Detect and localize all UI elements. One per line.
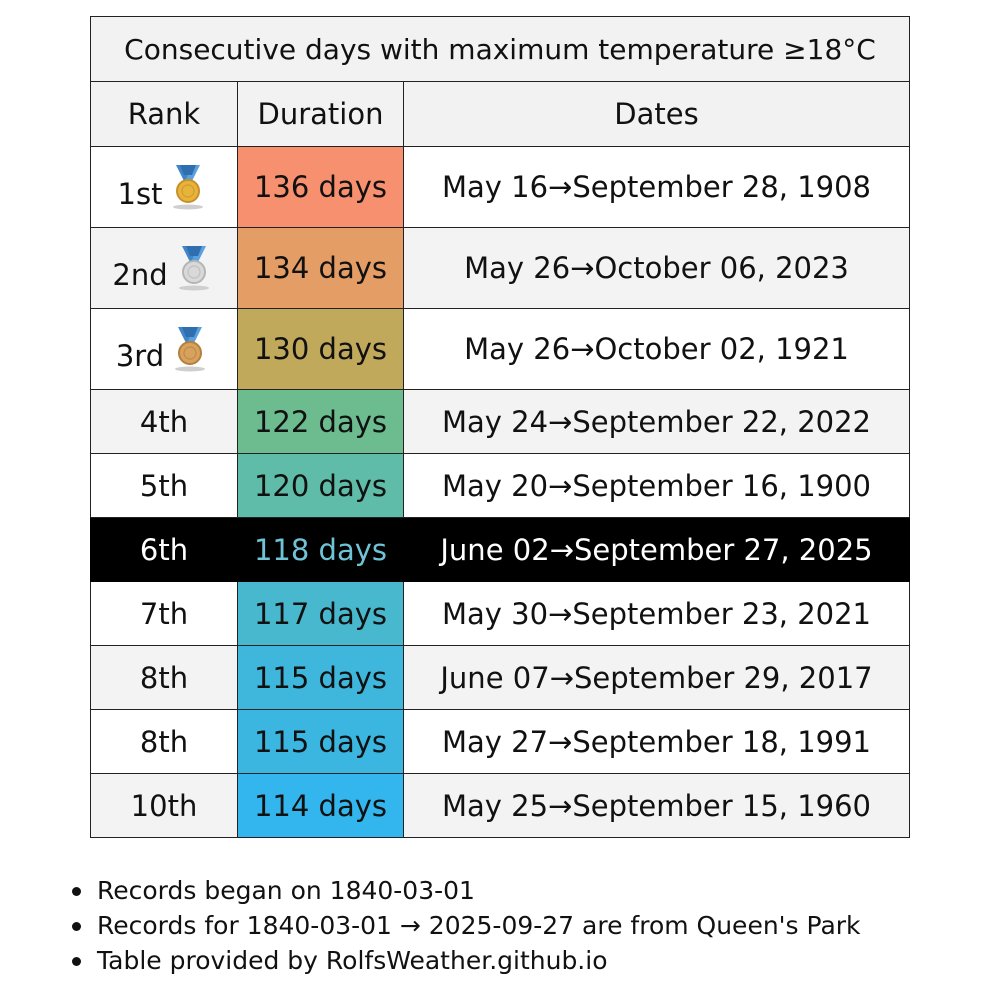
duration-cell: 115 days <box>238 646 404 710</box>
rank-cell <box>91 147 238 228</box>
duration-cell: 130 days <box>238 309 404 390</box>
duration-cell: 115 days <box>238 710 404 774</box>
rank-label: 2nd <box>112 258 168 292</box>
dates-cell: May 26→October 06, 2023 <box>404 228 910 309</box>
duration-cell: 136 days <box>238 147 404 228</box>
dates-cell: June 02→September 27, 2025 <box>404 518 910 582</box>
table-row <box>91 582 910 646</box>
column-header-dates: Dates <box>404 82 910 147</box>
dates-cell: May 24→September 22, 2022 <box>404 390 910 454</box>
table-row <box>91 710 910 774</box>
duration-cell: 118 days <box>238 518 404 582</box>
bronze-medal-icon <box>168 325 212 373</box>
table-row <box>91 454 910 518</box>
silver-medal-icon <box>172 244 216 292</box>
dates-cell: May 20→September 16, 1900 <box>404 454 910 518</box>
notes-list <box>72 873 861 978</box>
rank-cell <box>91 228 238 309</box>
table-body <box>91 147 910 838</box>
dates-cell: May 16→September 28, 1908 <box>404 147 910 228</box>
dates-cell: May 26→October 02, 1921 <box>404 309 910 390</box>
table-row <box>91 390 910 454</box>
table-row <box>91 228 910 309</box>
column-header-duration: Duration <box>238 82 404 147</box>
dates-cell: May 25→September 15, 1960 <box>404 774 910 838</box>
rank-cell: 10th <box>91 774 238 838</box>
rank-cell: 8th <box>91 710 238 774</box>
table-row <box>91 309 910 390</box>
rank-cell <box>91 309 238 390</box>
dates-cell: June 07→September 29, 2017 <box>404 646 910 710</box>
rank-cell: 5th <box>91 454 238 518</box>
duration-cell: 114 days <box>238 774 404 838</box>
note-item: Table provided by RolfsWeather.github.io <box>72 943 861 978</box>
note-item: Records for 1840-03-01 → 2025-09-27 are from Queen's Park <box>72 908 861 943</box>
gold-medal-icon <box>166 163 210 211</box>
table-row <box>91 518 910 582</box>
rank-cell: 4th <box>91 390 238 454</box>
table-title: Consecutive days with maximum temperature ≥18°C <box>91 17 910 82</box>
rank-cell: 6th <box>91 518 238 582</box>
rank-cell: 8th <box>91 646 238 710</box>
duration-cell: 122 days <box>238 390 404 454</box>
rank-label: 3rd <box>115 339 165 373</box>
table-row <box>91 147 910 228</box>
duration-cell: 120 days <box>238 454 404 518</box>
dates-cell: May 30→September 23, 2021 <box>404 582 910 646</box>
duration-cell: 134 days <box>238 228 404 309</box>
dates-cell: May 27→September 18, 1991 <box>404 710 910 774</box>
ranking-table <box>90 16 910 838</box>
note-item: Records began on 1840-03-01 <box>72 873 861 908</box>
table-row <box>91 774 910 838</box>
rank-cell: 7th <box>91 582 238 646</box>
duration-cell: 117 days <box>238 582 404 646</box>
rank-label: 1st <box>117 177 163 211</box>
table-row <box>91 646 910 710</box>
column-header-rank: Rank <box>91 82 238 147</box>
